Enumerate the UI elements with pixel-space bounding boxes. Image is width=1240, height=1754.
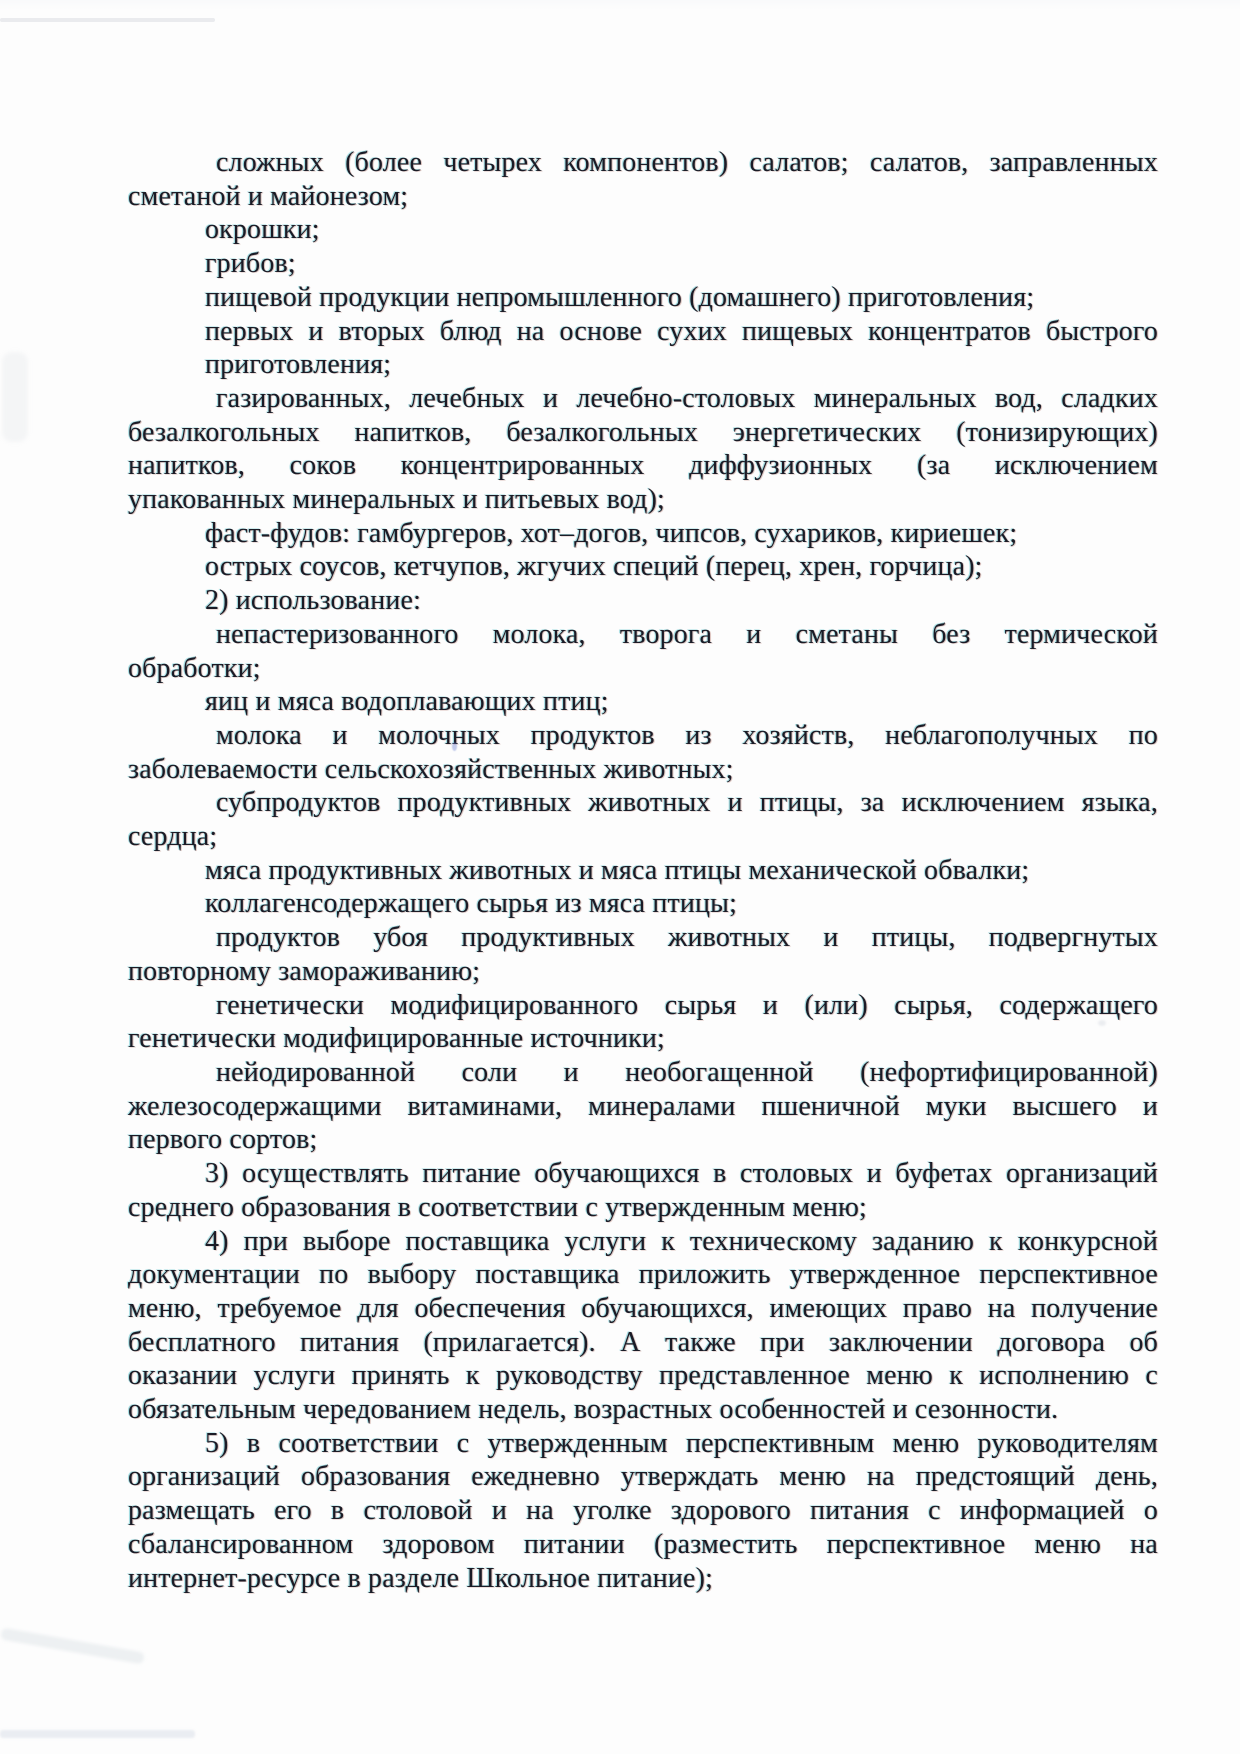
text-line: документации по выбору поставщика приложить утвержденное перспективное [128,1259,1158,1291]
text-line: продуктов убоя продуктивных животных и птицы, подвергнутых [216,922,1158,954]
text-line: грибов; [205,248,296,280]
text-line: острых соусов, кетчупов, жгучих специй (перец, хрен, горчица); [205,551,983,583]
text-line: бесплатного питания (прилагается). А также при заключении договора об [128,1326,1158,1358]
text-line: 2) использование: [205,585,421,617]
text-line: генетически модифицированного сырья и (или) сырья, содержащего [216,989,1158,1021]
scan-artifact-bottom-streak [0,1730,195,1738]
text-line: размещать его в столовой и на уголке здорового питания с информацией о [128,1495,1158,1527]
text-line: среднего образования в соответствии с утвержденным меню; [128,1191,867,1223]
text-line: приготовления; [205,349,392,381]
text-line: сердца; [128,821,218,853]
text-line: первых и вторых блюд на основе сухих пищевых концентратов быстрого [205,315,1158,347]
text-line: фаст-фудов: гамбургеров, хот–догов, чипсов, сухариков, кириешек; [205,517,1018,549]
text-line: напитков, соков концентрированных диффузионных (за исключением [128,450,1158,482]
text-line: железосодержащими витаминами, минералами пшеничной муки высшего и [128,1090,1158,1122]
text-line: обработки; [128,652,261,684]
text-line: непастеризованного молока, творога и сметаны без термической [216,618,1158,650]
text-line: сметаной и майонезом; [128,180,409,212]
document-text-block [128,146,1158,1595]
text-line: безалкогольных напитков, безалкогольных энергетических (тонизирующих) [128,416,1158,448]
text-line: газированных, лечебных и лечебно-столовых минеральных вод, сладких [216,382,1158,414]
text-line: пищевой продукции непромышленного (домашнего) приготовления; [205,281,1035,313]
text-line: первого сортов; [128,1124,318,1156]
text-line: повторному замораживанию; [128,955,481,987]
text-line: меню, требуемое для обеспечения обучающихся, имеющих право на получение [128,1292,1158,1324]
text-line: обязательным чередованием недель, возрастных особенностей и сезонности. [128,1394,1059,1426]
text-line: нейодированной соли и необогащенной (нефортифицированной) [216,1056,1158,1088]
text-line: субпродуктов продуктивных животных и птицы, за исключением языка, [216,787,1158,819]
text-line: яиц и мяса водоплавающих птиц; [205,686,609,718]
text-line: окрошки; [205,214,320,246]
text-line: коллагенсодержащего сырья из мяса птицы; [205,888,738,920]
text-line: 4) при выборе поставщика услуги к техническому заданию к конкурсной [205,1225,1158,1257]
scan-artifact-left-smudge [2,352,28,442]
text-line: организаций образования ежедневно утверждать меню на предстоящий день, [128,1461,1158,1493]
text-line: заболеваемости сельскохозяйственных животных; [128,753,734,785]
text-line: генетически модифицированные источники; [128,1023,665,1055]
text-line: оказании услуги принять к руководству представленное меню к исполнению с [128,1360,1158,1392]
text-line: молока и молочных продуктов из хозяйств, неблагополучных по [216,719,1158,751]
text-line: сложных (более четырех компонентов) салатов; салатов, заправленных [216,147,1158,178]
scan-artifact-top-streak [0,18,215,22]
text-line: мяса продуктивных животных и мяса птицы механической обвалки; [205,854,1030,886]
text-line: 5) в соответствии с утвержденным перспективным меню руководителям [205,1427,1158,1459]
text-line: 3) осуществлять питание обучающихся в столовых и буфетах организаций [205,1158,1158,1190]
text-line: сбалансированном здоровом питании (разместить перспективное меню на [128,1528,1158,1560]
text-line: интернет-ресурсе в разделе Школьное питание); [128,1562,714,1594]
text-line: упакованных минеральных и питьевых вод); [128,484,665,516]
scan-artifact-diagonal-smudge [0,1628,145,1665]
